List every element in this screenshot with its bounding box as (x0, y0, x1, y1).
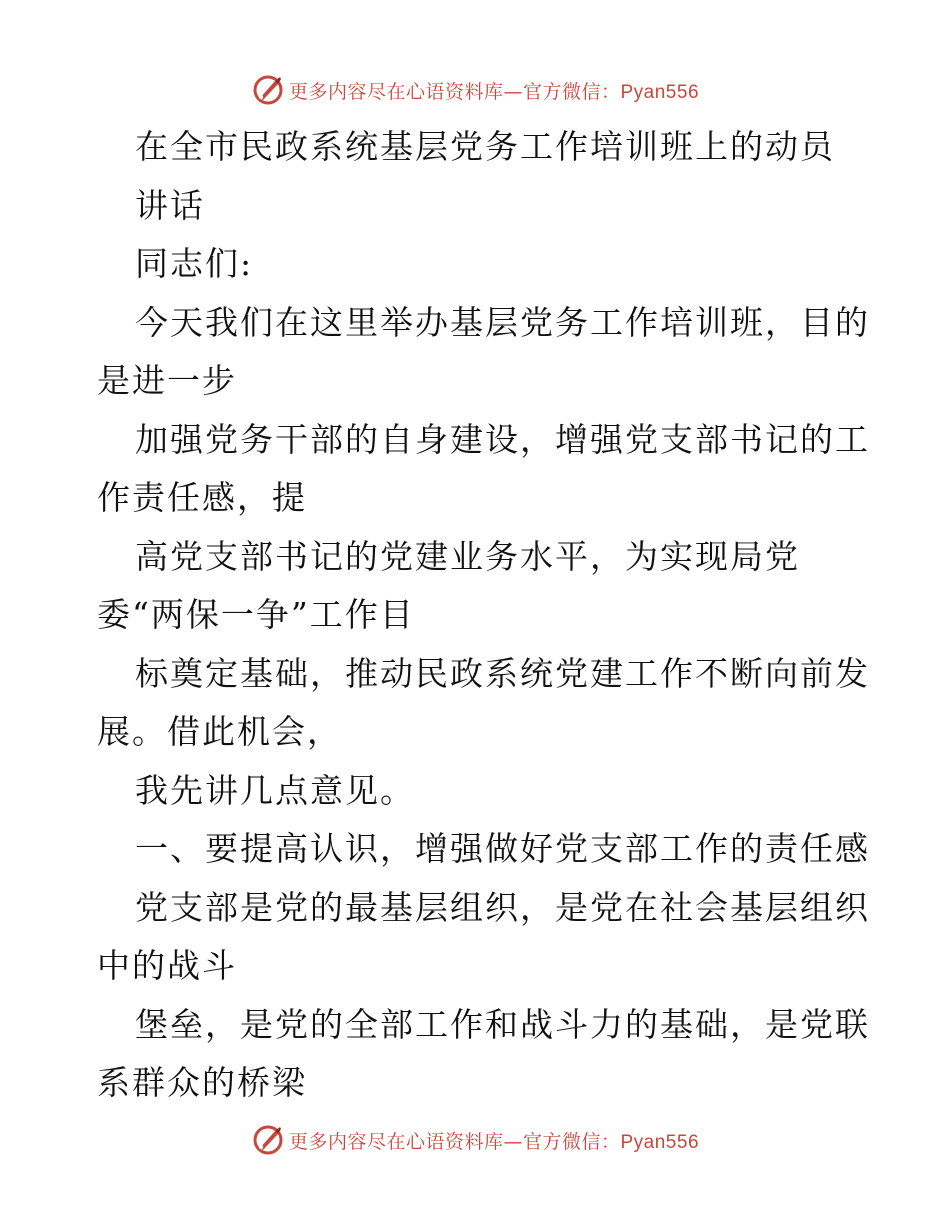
watermark-main-text: 更多内容尽在心语资料库 (288, 80, 504, 103)
document-line: 展。借此机会， (97, 712, 342, 751)
watermark-wechat-label: 官方微信： (522, 80, 621, 103)
watermark-separator: — (503, 80, 523, 103)
watermark-main-text: 更多内容尽在心语资料库 (288, 1130, 504, 1153)
document-line: 讲话 (135, 185, 205, 225)
document-line: 在全市民政系统基层党务工作培训班上的动员 (135, 127, 835, 166)
document-line: 作责任感，提 (97, 478, 307, 517)
document-line: 加强党务干部的自身建设，增强党支部书记的工 (135, 419, 870, 459)
watermark-separator: — (503, 1130, 523, 1153)
quill-pen-circle-icon (251, 73, 285, 107)
document-line: 今天我们在这里举办基层党务工作培训班，目的 (135, 302, 870, 342)
header-watermark (0, 70, 950, 110)
document-line: 系群众的桥梁 (97, 1063, 307, 1102)
footer-watermark (0, 1120, 950, 1160)
watermark-text (289, 1127, 699, 1154)
document-line: 一、要提高认识，增强做好党支部工作的责任感 (135, 829, 870, 868)
document-line: 同志们: (135, 244, 254, 283)
document-line: 高党支部书记的党建业务水平，为实现局党 (135, 536, 800, 576)
document-line: 是进一步 (97, 361, 237, 400)
document-body (97, 118, 870, 1113)
document-line: 委“两保一争”工作目 (97, 595, 415, 634)
watermark-wechat-id: Pyan556 (620, 81, 700, 103)
document-line: 堡垒，是党的全部工作和战斗力的基础，是党联 (135, 1004, 870, 1044)
quill-pen-circle-icon (251, 1123, 285, 1157)
watermark-wechat-id: Pyan556 (620, 1131, 700, 1153)
document-line: 中的战斗 (97, 946, 237, 985)
document-line: 标奠定基础，推动民政系统党建工作不断向前发 (135, 653, 870, 693)
document-line: 我先讲几点意见。 (135, 770, 415, 810)
watermark-wechat-label: 官方微信： (522, 1130, 621, 1153)
document-line: 党支部是党的最基层组织，是党在社会基层组织 (135, 887, 870, 927)
watermark-text (289, 77, 699, 104)
